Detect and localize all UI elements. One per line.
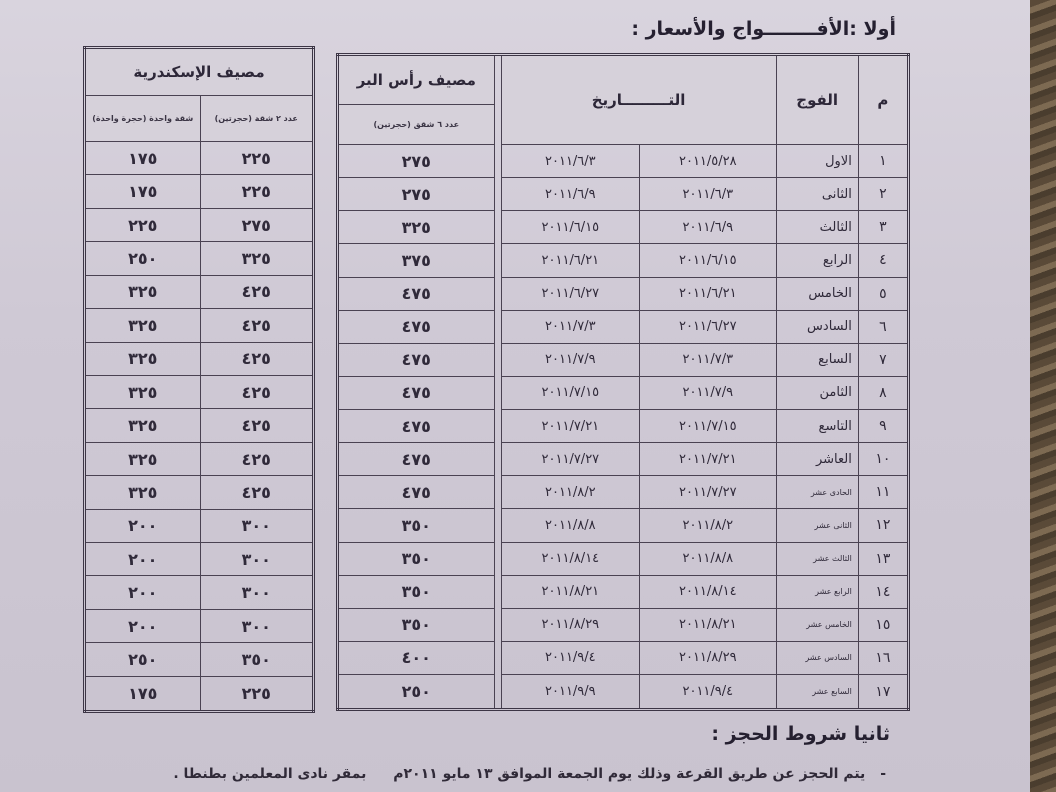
column-gap xyxy=(494,178,501,211)
table-row xyxy=(85,142,314,175)
table-row xyxy=(338,410,909,443)
row-price-ras-elbar: ٢٧٥ xyxy=(338,145,495,178)
row-price-ras-elbar: ٣٥٠ xyxy=(338,509,495,542)
note-text: يتم الحجز عن طريق القرعة وذلك يوم الجمعة الموافق ١٣ مايو ٢٠١١م xyxy=(393,766,866,782)
row-number: ١٦ xyxy=(858,641,908,674)
row-price-alex-1: ٢٠٠ xyxy=(85,576,201,609)
row-price-ras-elbar: ٤٧٥ xyxy=(338,376,495,409)
row-fawj: الاول xyxy=(776,145,858,178)
row-fawj: التاسع xyxy=(776,410,858,443)
row-price-alex-1: ١٧٥ xyxy=(85,175,201,208)
table-row xyxy=(85,242,314,275)
table-row xyxy=(338,542,909,575)
table-row xyxy=(85,576,314,609)
row-fawj: الثانى xyxy=(776,178,858,211)
header-ras-elbar-sub: عدد ٦ شقق (حجرتين) xyxy=(338,105,495,145)
row-number: ٣ xyxy=(858,211,908,244)
table-row xyxy=(85,676,314,711)
column-gap xyxy=(494,145,501,178)
row-date-to: ٢٠١١/٧/٣ xyxy=(501,310,639,343)
row-price-alex-1: ٣٢٥ xyxy=(85,275,201,308)
row-number: ١ xyxy=(858,145,908,178)
booking-note xyxy=(126,766,886,782)
table-row xyxy=(85,375,314,408)
row-date-from: ٢٠١١/٧/٩ xyxy=(640,376,776,409)
row-fawj: السابع xyxy=(776,343,858,376)
row-price-alex-1: ٢٥٠ xyxy=(85,643,201,676)
column-gap xyxy=(494,608,501,641)
row-number: ١٠ xyxy=(858,443,908,476)
table-row xyxy=(338,178,909,211)
column-gap xyxy=(494,55,501,145)
header-alex: مصيف الإسكندرية xyxy=(85,48,314,96)
column-gap xyxy=(494,575,501,608)
row-price-alex-2: ٣٠٠ xyxy=(200,609,313,642)
header-alex-sub2: شقة واحدة (حجرة واحدة) xyxy=(85,96,201,142)
row-price-ras-elbar: ٤٧٥ xyxy=(338,343,495,376)
table-row xyxy=(85,409,314,442)
row-fawj: الثالث xyxy=(776,211,858,244)
row-fawj: الخامس xyxy=(776,277,858,310)
column-gap xyxy=(494,542,501,575)
row-price-alex-1: ٢٢٥ xyxy=(85,208,201,241)
row-price-ras-elbar: ٢٧٥ xyxy=(338,178,495,211)
row-date-to: ٢٠١١/٨/١٤ xyxy=(501,542,639,575)
table-row xyxy=(338,641,909,674)
row-date-to: ٢٠١١/٨/٢٩ xyxy=(501,608,639,641)
row-price-alex-2: ٣٢٥ xyxy=(200,242,313,275)
row-price-alex-1: ٢٠٠ xyxy=(85,609,201,642)
row-date-to: ٢٠١١/٩/٩ xyxy=(501,675,639,710)
table-row xyxy=(85,442,314,475)
row-price-ras-elbar: ٤٠٠ xyxy=(338,641,495,674)
column-gap xyxy=(494,675,501,710)
table-row xyxy=(338,443,909,476)
table-row xyxy=(338,376,909,409)
table-row xyxy=(338,476,909,509)
row-date-from: ٢٠١١/٩/٤ xyxy=(640,675,776,710)
row-price-ras-elbar: ٣٥٠ xyxy=(338,575,495,608)
row-date-from: ٢٠١١/٦/٢١ xyxy=(640,277,776,310)
row-price-alex-2: ٤٢٥ xyxy=(200,275,313,308)
row-price-ras-elbar: ٤٧٥ xyxy=(338,476,495,509)
row-price-ras-elbar: ٣٥٠ xyxy=(338,542,495,575)
table-row xyxy=(338,575,909,608)
note-place: بمقر نادى المعلمين بطنطا . xyxy=(173,766,367,782)
row-price-alex-2: ٤٢٥ xyxy=(200,476,313,509)
column-gap xyxy=(494,376,501,409)
column-gap xyxy=(494,343,501,376)
table-row xyxy=(338,509,909,542)
alex-table xyxy=(83,46,315,713)
row-fawj: الثامن xyxy=(776,376,858,409)
column-gap xyxy=(494,244,501,277)
row-number: ١٥ xyxy=(858,608,908,641)
row-date-to: ٢٠١١/٦/١٥ xyxy=(501,211,639,244)
row-price-ras-elbar: ٢٥٠ xyxy=(338,675,495,710)
column-gap xyxy=(494,476,501,509)
table-row xyxy=(338,310,909,343)
row-number: ٩ xyxy=(858,410,908,443)
row-price-alex-2: ٣٠٠ xyxy=(200,543,313,576)
row-price-alex-2: ٣٥٠ xyxy=(200,643,313,676)
row-number: ٥ xyxy=(858,277,908,310)
row-fawj: الثالث عشر xyxy=(776,542,858,575)
column-gap xyxy=(494,641,501,674)
row-date-from: ٢٠١١/٨/٨ xyxy=(640,542,776,575)
table-row xyxy=(338,608,909,641)
row-date-to: ٢٠١١/٧/١٥ xyxy=(501,376,639,409)
table-row xyxy=(85,342,314,375)
row-date-to: ٢٠١١/٧/٢٧ xyxy=(501,443,639,476)
row-fawj: الرابع عشر xyxy=(776,575,858,608)
row-date-from: ٢٠١١/٦/٢٧ xyxy=(640,310,776,343)
table-row xyxy=(85,476,314,509)
table-row xyxy=(338,343,909,376)
row-price-ras-elbar: ٣٥٠ xyxy=(338,608,495,641)
row-number: ١٢ xyxy=(858,509,908,542)
row-date-from: ٢٠١١/٧/٢١ xyxy=(640,443,776,476)
note-dash: - xyxy=(880,766,886,782)
row-price-alex-2: ٤٢٥ xyxy=(200,309,313,342)
row-price-ras-elbar: ٤٧٥ xyxy=(338,277,495,310)
row-fawj: السادس xyxy=(776,310,858,343)
row-date-from: ٢٠١١/٨/٢١ xyxy=(640,608,776,641)
row-number: ١١ xyxy=(858,476,908,509)
column-gap xyxy=(494,310,501,343)
row-date-from: ٢٠١١/٨/١٤ xyxy=(640,575,776,608)
header-date: التـــــــــاريخ xyxy=(501,55,776,145)
row-fawj: الخامس عشر xyxy=(776,608,858,641)
row-price-alex-2: ٤٢٥ xyxy=(200,442,313,475)
table-row xyxy=(85,509,314,542)
row-price-ras-elbar: ٤٧٥ xyxy=(338,443,495,476)
row-fawj: الثانى عشر xyxy=(776,509,858,542)
row-price-alex-2: ٢٧٥ xyxy=(200,208,313,241)
row-date-to: ٢٠١١/٨/٨ xyxy=(501,509,639,542)
row-date-from: ٢٠١١/٨/٢ xyxy=(640,509,776,542)
row-price-alex-1: ٣٢٥ xyxy=(85,409,201,442)
row-fawj: الرابع xyxy=(776,244,858,277)
row-price-alex-1: ٣٢٥ xyxy=(85,442,201,475)
row-number: ٤ xyxy=(858,244,908,277)
row-price-alex-1: ٣٢٥ xyxy=(85,476,201,509)
row-fawj: السابع عشر xyxy=(776,675,858,710)
column-gap xyxy=(494,277,501,310)
row-price-alex-1: ٢٠٠ xyxy=(85,509,201,542)
column-gap xyxy=(494,443,501,476)
row-date-to: ٢٠١١/٦/٣ xyxy=(501,145,639,178)
row-number: ٨ xyxy=(858,376,908,409)
row-date-to: ٢٠١١/٨/٢١ xyxy=(501,575,639,608)
schedule-table xyxy=(336,53,910,711)
header-m: م xyxy=(858,55,908,145)
header-alex-sub1: عدد ٢ شقة (حجرتين) xyxy=(200,96,313,142)
row-price-alex-2: ٤٢٥ xyxy=(200,375,313,408)
row-price-alex-2: ٢٢٥ xyxy=(200,676,313,711)
column-gap xyxy=(494,509,501,542)
row-price-alex-2: ٤٢٥ xyxy=(200,342,313,375)
table-row xyxy=(85,175,314,208)
row-price-ras-elbar: ٤٧٥ xyxy=(338,410,495,443)
table-row xyxy=(338,244,909,277)
row-date-from: ٢٠١١/٧/١٥ xyxy=(640,410,776,443)
row-price-alex-2: ٣٠٠ xyxy=(200,509,313,542)
row-fawj: السادس عشر xyxy=(776,641,858,674)
row-fawj: الحادى عشر xyxy=(776,476,858,509)
row-price-ras-elbar: ٣٧٥ xyxy=(338,244,495,277)
row-price-ras-elbar: ٤٧٥ xyxy=(338,310,495,343)
row-price-alex-1: ٢٠٠ xyxy=(85,543,201,576)
table-row xyxy=(338,211,909,244)
column-gap xyxy=(494,410,501,443)
row-price-alex-1: ٢٥٠ xyxy=(85,242,201,275)
background-edge xyxy=(1030,0,1056,792)
row-number: ١٤ xyxy=(858,575,908,608)
row-price-alex-2: ٣٠٠ xyxy=(200,576,313,609)
row-date-from: ٢٠١١/٦/٣ xyxy=(640,178,776,211)
row-price-alex-1: ٣٢٥ xyxy=(85,309,201,342)
row-date-to: ٢٠١١/٩/٤ xyxy=(501,641,639,674)
table-row xyxy=(85,543,314,576)
table-row xyxy=(85,309,314,342)
row-date-from: ٢٠١١/٦/١٥ xyxy=(640,244,776,277)
row-date-from: ٢٠١١/٨/٢٩ xyxy=(640,641,776,674)
row-number: ١٣ xyxy=(858,542,908,575)
column-gap xyxy=(494,211,501,244)
table-row xyxy=(85,643,314,676)
row-price-alex-2: ٢٢٥ xyxy=(200,142,313,175)
table-row xyxy=(85,609,314,642)
row-price-alex-1: ١٧٥ xyxy=(85,676,201,711)
row-date-from: ٢٠١١/٥/٢٨ xyxy=(640,145,776,178)
row-date-from: ٢٠١١/٧/٢٧ xyxy=(640,476,776,509)
header-ras-elbar: مصيف رأس البر xyxy=(338,55,495,105)
table-row xyxy=(338,145,909,178)
row-price-alex-1: ١٧٥ xyxy=(85,142,201,175)
table-row xyxy=(338,675,909,710)
row-price-alex-1: ٣٢٥ xyxy=(85,342,201,375)
section-2-title: ثانيا شروط الحجز : xyxy=(711,723,890,745)
row-date-to: ٢٠١١/٦/٢١ xyxy=(501,244,639,277)
row-number: ١٧ xyxy=(858,675,908,710)
row-date-to: ٢٠١١/٦/٢٧ xyxy=(501,277,639,310)
row-date-to: ٢٠١١/٦/٩ xyxy=(501,178,639,211)
row-date-from: ٢٠١١/٧/٣ xyxy=(640,343,776,376)
row-date-to: ٢٠١١/٧/٩ xyxy=(501,343,639,376)
row-price-ras-elbar: ٣٢٥ xyxy=(338,211,495,244)
table-row xyxy=(338,277,909,310)
table-row xyxy=(85,275,314,308)
row-fawj: العاشر xyxy=(776,443,858,476)
row-price-alex-2: ٤٢٥ xyxy=(200,409,313,442)
row-date-to: ٢٠١١/٨/٢ xyxy=(501,476,639,509)
row-price-alex-1: ٣٢٥ xyxy=(85,375,201,408)
row-number: ٦ xyxy=(858,310,908,343)
section-1-title: أولا :الأفــــــــواج والأسعار : xyxy=(631,18,896,40)
row-number: ٢ xyxy=(858,178,908,211)
header-fawj: الفوج xyxy=(776,55,858,145)
row-date-to: ٢٠١١/٧/٢١ xyxy=(501,410,639,443)
row-price-alex-2: ٢٢٥ xyxy=(200,175,313,208)
row-number: ٧ xyxy=(858,343,908,376)
table-row xyxy=(85,208,314,241)
row-date-from: ٢٠١١/٦/٩ xyxy=(640,211,776,244)
